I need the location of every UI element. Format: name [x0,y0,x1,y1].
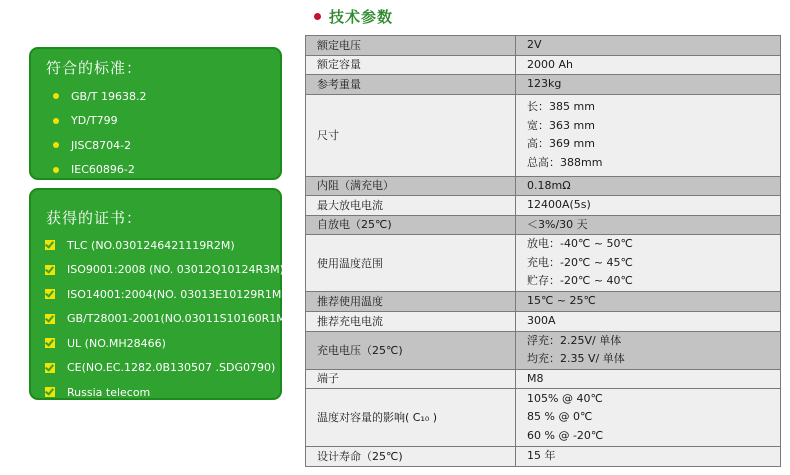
spec-value [516,389,781,447]
spec-value-line: 105% @ 40℃ [527,391,603,405]
spec-label: 内阻（满充电） [306,176,516,196]
spec-value-line: 放电：-40℃ ~ 50℃ [527,237,633,251]
table-row [306,292,781,312]
spec-value-line: 高：369 mm [527,137,595,150]
spec-value [516,36,781,56]
table-row [306,331,781,369]
checkbox-icon [45,240,55,250]
spec-label: 推荐充电电流 [306,312,516,332]
spec-value-line: 贮存：-20℃ ~ 40℃ [527,274,633,288]
spec-label: 温度对容量的影响( C₁₀ ) [306,389,516,447]
spec-value-line: 长：385 mm [527,100,595,113]
spec-label: 额定容量 [306,55,516,75]
section-header [314,5,393,27]
certificates-list [31,233,291,405]
spec-value-line: 2V [527,38,542,51]
table-row [306,94,781,176]
standards-list [31,84,280,182]
spec-value-line: 宽：363 mm [527,118,595,132]
certificate-item [31,380,280,405]
red-bullet-icon [314,13,321,20]
checkbox-icon [45,314,55,324]
spec-value [516,312,781,332]
standard-label: IEC60896-2 [71,163,135,177]
spec-value-line: ＜3%/30 天 [527,217,588,231]
certificate-label: ISO14001:2004(NO. 03013E10129R1M) [67,287,286,301]
spec-value-line: 2000 Ah [527,57,573,71]
certificate-label: TLC (NO.0301246421119R2M) [67,238,235,252]
standard-item [31,158,280,183]
table-row [306,369,781,389]
checkbox-icon [45,363,55,373]
yellow-dot-icon [53,167,59,173]
spec-value-line: 15℃ ~ 25℃ [527,294,596,308]
spec-value-line: 均充：2.35 V/ 单体 [527,352,625,365]
table-row [306,36,781,56]
certificate-label: GB/T28001-2001(NO.03011S10160R1M) [67,312,291,326]
spec-value [516,75,781,95]
spec-value-line: 0.18mΩ [527,178,571,192]
spec-value-line: M8 [527,371,544,385]
certificate-item [31,356,280,381]
spec-value [516,235,781,292]
certificates-title: 获得的证书： [46,209,143,227]
spec-label: 设计寿命（25℃) [306,447,516,467]
standard-label: GB/T 19638.2 [71,89,147,103]
certificate-label: UL (NO.MH28466) [67,336,166,350]
spec-value [516,292,781,312]
spec-value [516,94,781,176]
checkbox-icon [45,289,55,299]
table-row [306,176,781,196]
spec-value [516,176,781,196]
standard-label: JISC8704-2 [71,138,132,152]
certificate-label: Russia telecom [67,385,151,399]
spec-value-line: 总高：388mm [527,155,603,169]
certificate-item [31,307,291,332]
spec-value [516,215,781,235]
spec-label: 使用温度范围 [306,235,516,292]
spec-value [516,196,781,216]
spec-label: 尺寸 [306,94,516,176]
standards-title: 符合的标准： [46,59,143,77]
yellow-dot-icon [53,93,59,99]
table-row [306,75,781,95]
certificate-item [31,282,286,307]
checkbox-icon [45,387,55,397]
spec-label: 充电电压（25℃) [306,331,516,369]
certificate-item [31,233,280,258]
spec-label: 额定电压 [306,36,516,56]
spec-value-line: 12400A(5s) [527,198,591,211]
spec-value-line: 123kg [527,77,562,90]
certificate-label: CE(NO.EC.1282.0B130507 .SDG0790) [67,361,276,375]
spec-value-line: 15 年 [527,449,556,462]
table-row [306,312,781,332]
spec-label: 推荐使用温度 [306,292,516,312]
spec-value-line: 浮充：2.25V/ 单体 [527,333,622,347]
table-row [306,196,781,216]
table-row [306,55,781,75]
certificate-item [31,258,284,283]
table-row [306,215,781,235]
spec-label: 参考重量 [306,75,516,95]
spec-table [305,35,781,467]
spec-label: 最大放电电流 [306,196,516,216]
standard-item [31,133,280,158]
certificate-item [31,331,280,356]
standards-panel [29,47,282,180]
table-row [306,235,781,292]
spec-value-line: 60 % @ -20℃ [527,428,604,442]
table-row [306,447,781,467]
spec-value-line: 85 % @ 0℃ [527,410,593,424]
section-title: 技术参数 [329,7,394,26]
standard-item [31,84,280,109]
yellow-dot-icon [53,142,59,148]
checkbox-icon [45,338,55,348]
spec-label: 自放电（25℃) [306,215,516,235]
spec-value [516,55,781,75]
spec-value [516,447,781,467]
spec-value [516,331,781,369]
standard-label: YD/T799 [71,114,118,128]
spec-value [516,369,781,389]
spec-label: 端子 [306,369,516,389]
spec-value-line: 充电：-20℃ ~ 45℃ [527,255,633,269]
certificates-panel [29,188,291,400]
checkbox-icon [45,265,55,275]
yellow-dot-icon [53,118,59,124]
spec-value-line: 300A [527,314,556,327]
table-row [306,389,781,447]
certificate-label: ISO9001:2008 (NO. 03012Q10124R3M) [67,263,284,277]
standard-item [31,109,280,134]
